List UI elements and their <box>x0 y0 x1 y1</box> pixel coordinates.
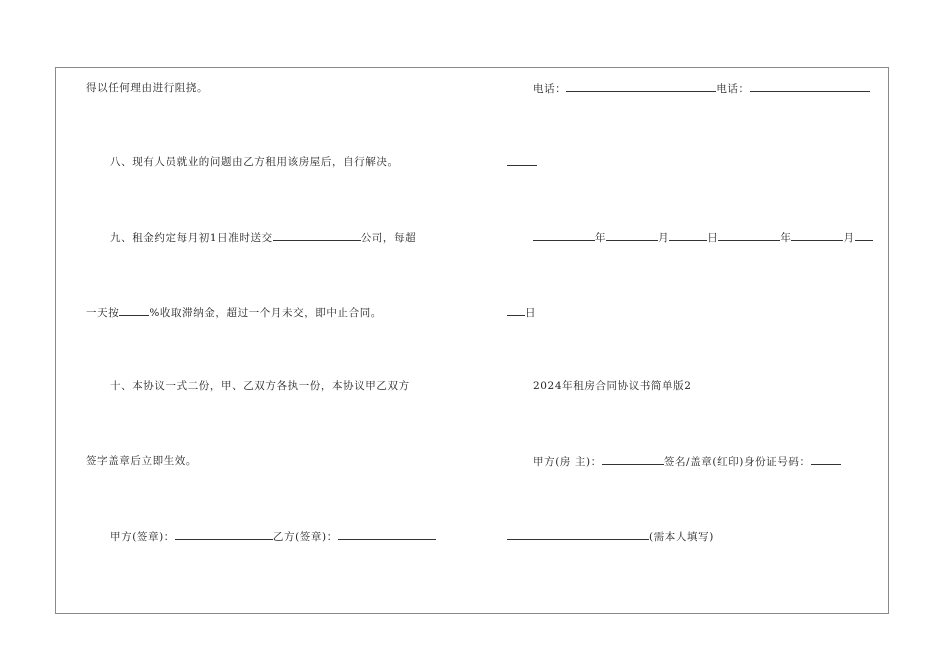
phone-label: 电话： <box>716 83 750 95</box>
end-month-blank[interactable] <box>791 230 843 241</box>
text: 年 <box>595 232 607 244</box>
text: 一天按 <box>86 307 120 319</box>
start-day-blank[interactable] <box>669 230 707 241</box>
text: 日 <box>525 307 537 319</box>
title-text: 2024年租房合同协议书简单版2 <box>533 380 692 392</box>
end-day-blank-part1[interactable] <box>855 230 873 241</box>
clause-10 <box>110 379 410 393</box>
phone-blank-3[interactable] <box>507 155 537 166</box>
phone-blank-1[interactable] <box>566 81 716 92</box>
note-text: (需本人填写) <box>649 531 714 543</box>
landlord-line <box>533 454 841 469</box>
id-number-blank[interactable] <box>811 454 841 465</box>
clause-9-continuation <box>86 305 382 320</box>
sign-label: 签名/盖章(红印)身份证号码： <box>663 456 811 468</box>
party-b-label: 乙方(签章)： <box>272 531 338 543</box>
text: 签字盖章后立即生效。 <box>86 455 197 467</box>
document-title <box>533 379 692 393</box>
text: 八、现有人员就业的问题由乙方租用该房屋后，自行解决。 <box>110 156 399 168</box>
party-a-signature-blank[interactable] <box>175 529 273 540</box>
signature-line <box>110 529 436 544</box>
party-b-signature-blank[interactable] <box>338 529 436 540</box>
company-blank[interactable] <box>273 230 361 241</box>
end-year-blank[interactable] <box>718 230 780 241</box>
clause-8 <box>110 155 399 169</box>
id-line-continuation <box>507 529 714 544</box>
phone-label: 电话： <box>533 83 567 95</box>
landlord-label: 甲方(房 主)： <box>533 456 602 468</box>
text: 九、租金约定每月初1日准时送交 <box>110 232 273 244</box>
text: 公司，每超 <box>360 232 417 244</box>
text: 月 <box>843 232 855 244</box>
start-year-blank[interactable] <box>533 230 595 241</box>
clause-continuation <box>86 81 208 95</box>
phone-blank-2[interactable] <box>750 81 870 92</box>
text: 月 <box>658 232 670 244</box>
phone-continuation <box>507 155 537 170</box>
text: 年 <box>780 232 792 244</box>
percent-blank[interactable] <box>119 305 149 316</box>
text: 十、本协议一式二份，甲、乙双方各执一份，本协议甲乙双方 <box>110 380 410 392</box>
text: 得以任何理由进行阻挠。 <box>86 82 209 94</box>
party-a-label: 甲方(签章)： <box>110 531 175 543</box>
landlord-name-blank[interactable] <box>602 454 664 465</box>
text: 日 <box>707 232 719 244</box>
term-dates <box>533 230 873 245</box>
text: %收取滞纳金，超过一个月未交，即中止合同。 <box>149 307 382 319</box>
clause-9 <box>110 230 416 245</box>
start-month-blank[interactable] <box>606 230 658 241</box>
id-number-blank-continued[interactable] <box>507 529 649 540</box>
phone-line <box>533 81 870 96</box>
clause-10-continuation <box>86 454 197 468</box>
end-day-blank-part2[interactable] <box>507 305 525 316</box>
term-dates-continuation <box>507 305 536 320</box>
